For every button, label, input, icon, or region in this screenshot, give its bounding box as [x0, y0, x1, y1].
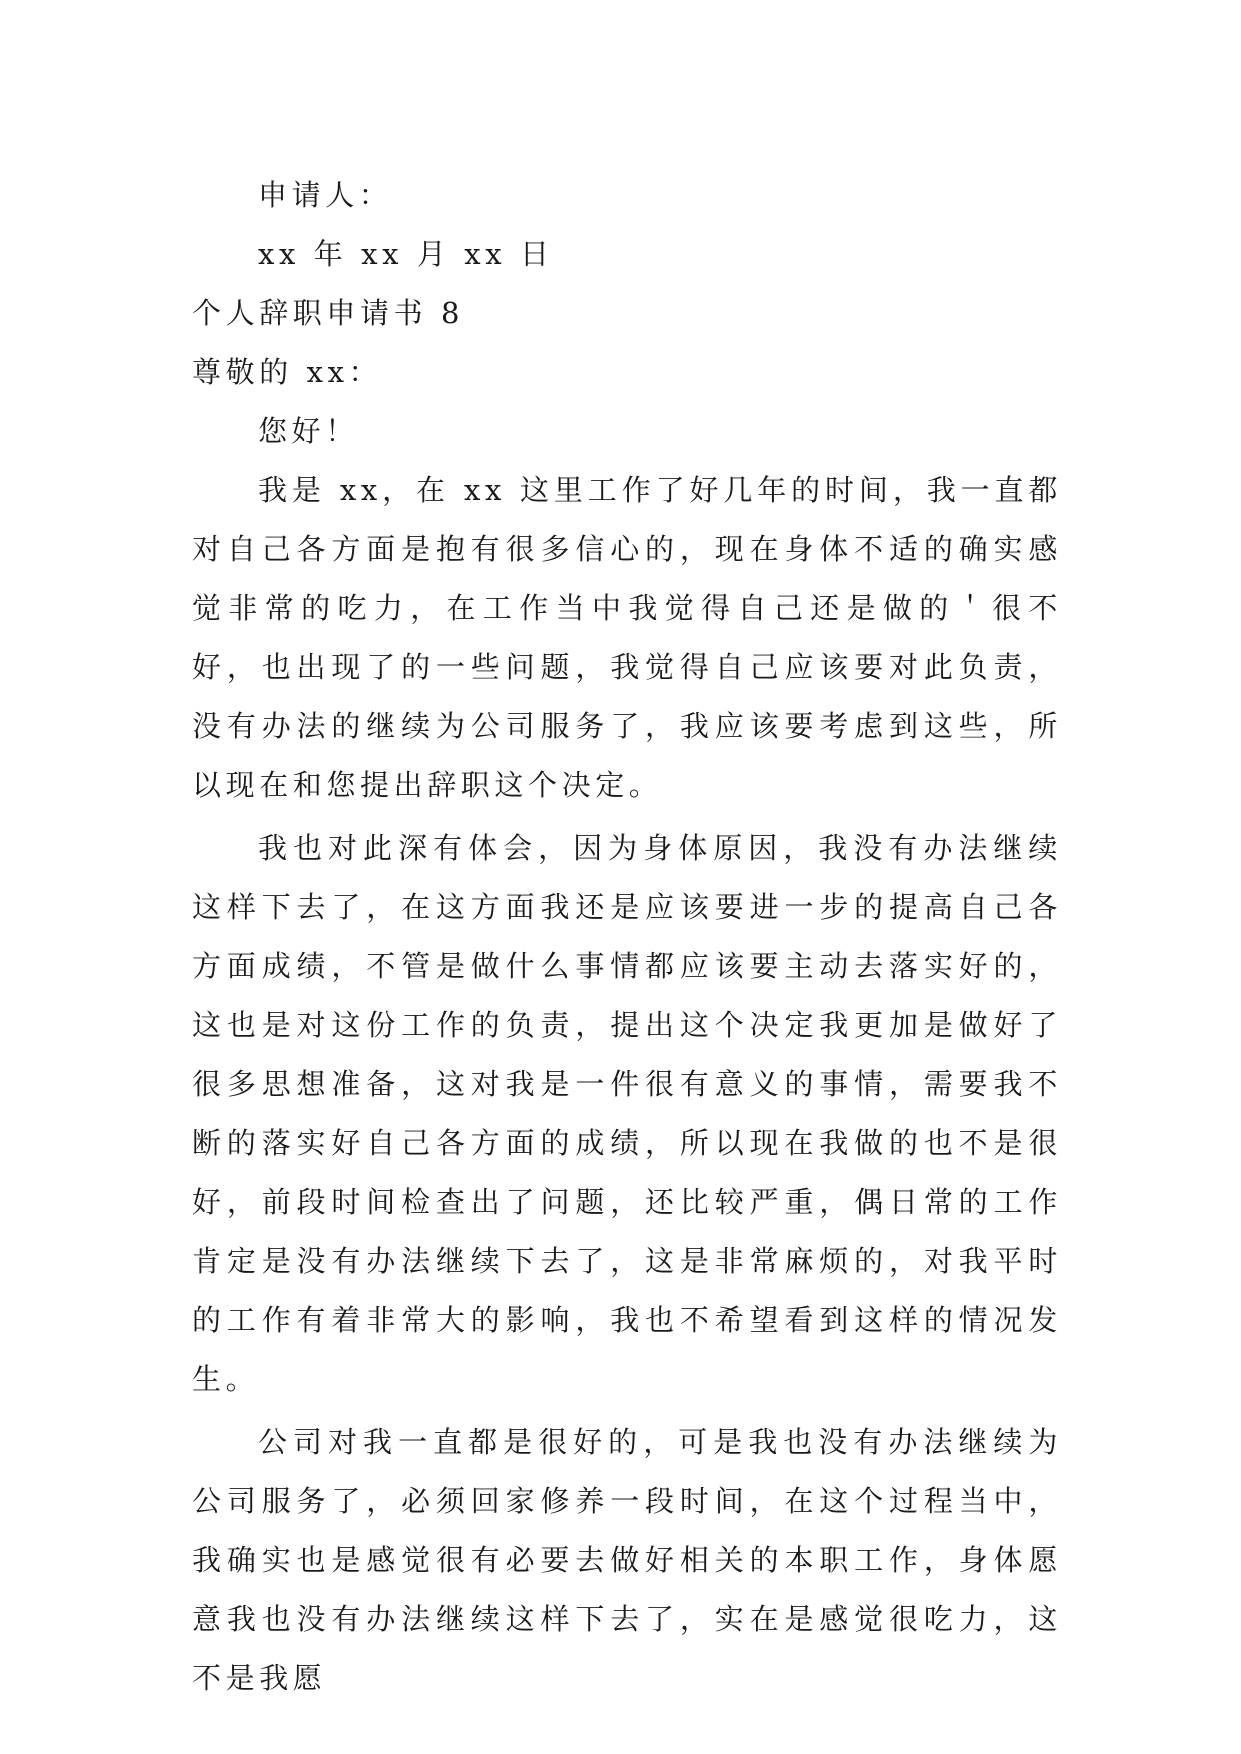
- document-title: 个人辞职申请书 8: [192, 296, 465, 330]
- greeting: 您好！: [258, 414, 359, 448]
- applicant-label: 申请人：: [258, 178, 393, 212]
- paragraph-3: 公司对我一直都是很好的，可是我也没有办法继续为公司服务了，必须回家修养一段时间，在这个过程当中，我确实也是感觉很有必要去做好相关的本职工作，身体愿意我也没有办法继续这样下去了，实在是感觉很吃力，这不是我愿: [192, 1425, 1062, 1695]
- paragraph-1: 我是 xx，在 xx 这里工作了好几年的时间，我一直都对自己各方面是抱有很多信心的，现在身体不适的确实感觉非常的吃力，在工作当中我觉得自己还是做的＇很不好，也出现了的一些问题，我觉得自己应该要对此负责，没有办法的继续为公司服务了，我应该要考虑到这些，所以现在和您提出辞职这个决定。: [192, 473, 1062, 802]
- date-line: xx 年 xx 月 xx 日: [258, 237, 554, 271]
- paragraph-2: 我也对此深有体会，因为身体原因，我没有办法继续这样下去了，在这方面我还是应该要进一步的提高自己各方面成绩，不管是做什么事情都应该要主动去落实好的，这也是对这份工作的负责，提出这个决定我更加是做好了很多思想准备，这对我是一件很有意义的事情，需要我不断的落实好自己各方面的成绩，所以现在我做的也不是很好，前段时间检查出了问题，还比较严重，偶日常的工作肯定是没有办法继续下去了，这是非常麻烦的，对我平时的工作有着非常大的影响，我也不希望看到这样的情况发生。: [192, 831, 1062, 1396]
- salutation: 尊敬的 xx：: [192, 355, 383, 389]
- document-body: [192, 166, 1062, 1708]
